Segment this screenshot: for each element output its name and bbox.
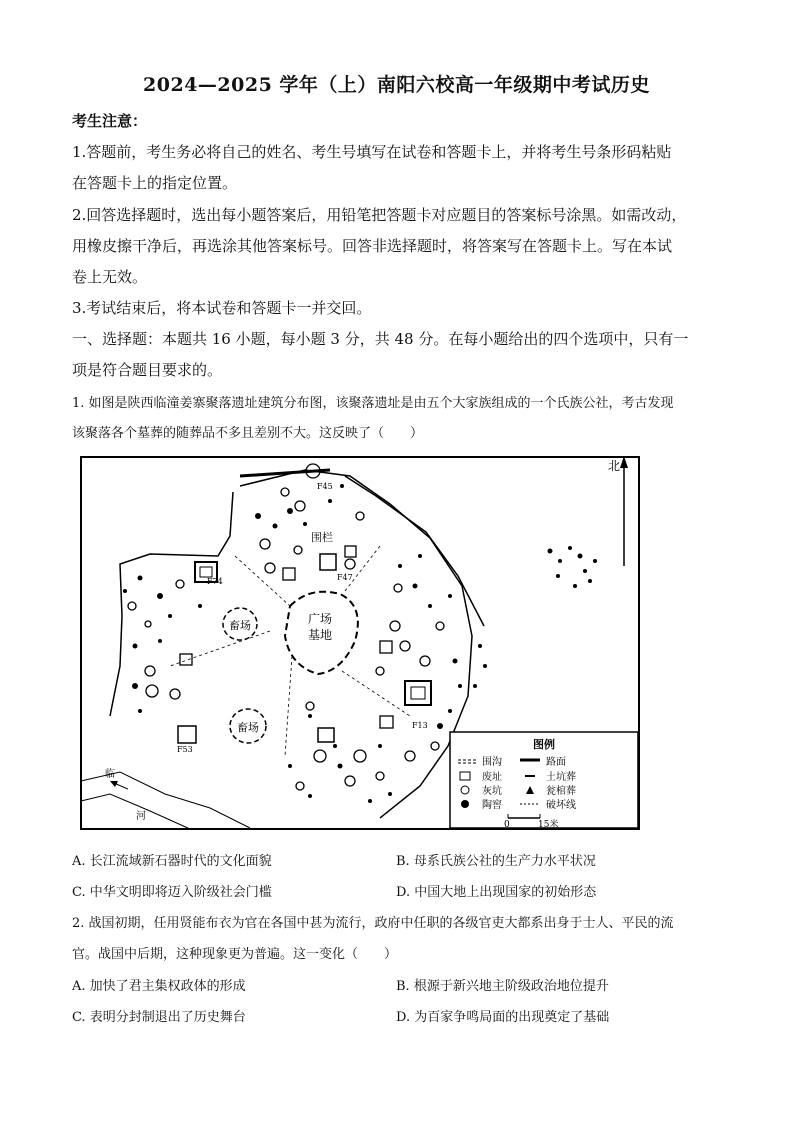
- question-1-stem-line-1: 1. 如图是陕西临潼姜寨聚落遗址建筑分布图，该聚落遗址是由五个大家族组成的一个氏族公社，考古发现: [72, 396, 674, 411]
- question-2-stem-line-1: 2. 战国初期，任用贤能布衣为官在各国中甚为流行，政府中任职的各级官吏大都系出身于士人、平民的流: [72, 916, 674, 931]
- river-label-2: 河: [136, 811, 146, 822]
- notice-line-2: 在答题卡上的指定位置。: [72, 174, 238, 192]
- house-label-f74: F74: [207, 577, 223, 586]
- question-1-option-a[interactable]: A. 长江流域新石器时代的文化面貌: [72, 854, 272, 869]
- legend-road: 路面: [546, 757, 566, 768]
- map-legend: [450, 732, 638, 830]
- section-heading-line-1: 一、选择题：本题共 16 小题，每小题 3 分，共 48 分。在每小题给出的四个选项中，只有一: [72, 330, 689, 348]
- legend-urn-grave: 瓮棺葬: [546, 786, 576, 797]
- jiangzhai-settlement-map: [80, 456, 640, 830]
- notice-heading: 考生注意：: [72, 112, 148, 130]
- question-1-option-c[interactable]: C. 中华文明即将迈入阶级社会门槛: [72, 885, 272, 900]
- north-label: 北: [607, 459, 621, 473]
- section-heading-line-2: 项是符合题目要求的。: [72, 361, 223, 379]
- pen-label-1: 畜场: [229, 619, 251, 632]
- notice-line-4: 用橡皮擦干净后，再选涂其他答案标号。回答非选择题时，将答案写在答题卡上。写在本试: [72, 237, 673, 255]
- question-1-option-d[interactable]: D. 中国大地上出现国家的初始形态: [396, 885, 597, 900]
- exam-title: 2024—2025 学年（上）南阳六校高一年级期中考试历史: [143, 74, 650, 96]
- legend-kiln: 陶窖: [482, 800, 502, 811]
- notice-line-1: 1.答题前，考生务必将自己的姓名、考生号填写在试卷和答题卡上，并将考生号条形码粘贴: [72, 143, 672, 161]
- question-2-option-d[interactable]: D. 为百家争鸣局面的出现奠定了基础: [396, 1010, 610, 1025]
- legend-damage-line: 破坏线: [546, 800, 576, 811]
- house-label-f53: F53: [177, 745, 193, 754]
- river-label-1: 临: [105, 769, 115, 780]
- plaza-label-1: 广场: [307, 612, 333, 626]
- notice-line-6: 3.考试结束后，将本试卷和答题卡一并交回。: [72, 299, 372, 317]
- legend-ditch: 围沟: [482, 757, 502, 768]
- house-label-f13: F13: [412, 721, 428, 730]
- question-2-option-c[interactable]: C. 表明分封制退出了历史舞台: [72, 1010, 246, 1025]
- house-label-f45: F45: [317, 482, 333, 491]
- question-2-stem-line-2: 官。战国中后期，这种现象更为普遍。这一变化（ ）: [72, 947, 398, 962]
- notice-line-5: 卷上无效。: [72, 268, 148, 286]
- question-2-option-a[interactable]: A. 加快了君主集权政体的形成: [72, 979, 246, 994]
- legend-ruins: 废址: [482, 772, 502, 783]
- legend-ashpit: 灰坑: [482, 786, 502, 797]
- question-2-option-b[interactable]: B. 根源于新兴地主阶级政治地位提升: [396, 979, 609, 994]
- north-arrow: [604, 456, 634, 576]
- house-label-f47: F47: [337, 573, 353, 582]
- legend-title: 图例: [533, 738, 555, 751]
- pen-label-2: 畜场: [237, 721, 259, 734]
- legend-scale-15: 15米: [538, 820, 559, 830]
- legend-scale-0: 0: [504, 820, 510, 830]
- legend-pit-grave: 土坑葬: [546, 772, 576, 783]
- question-1-stem-line-2: 该聚落各个墓葬的随葬品不多且差别不大。这反映了（ ）: [72, 426, 424, 441]
- fence-label: 围栏: [311, 531, 333, 544]
- plaza-label-2: 基地: [307, 628, 333, 642]
- question-1-option-b[interactable]: B. 母系氏族公社的生产力水平状况: [396, 854, 596, 869]
- notice-line-3: 2.回答选择题时，选出每小题答案后，用铅笔把答题卡对应题目的答案标号涂黑。如需改动，: [72, 206, 687, 224]
